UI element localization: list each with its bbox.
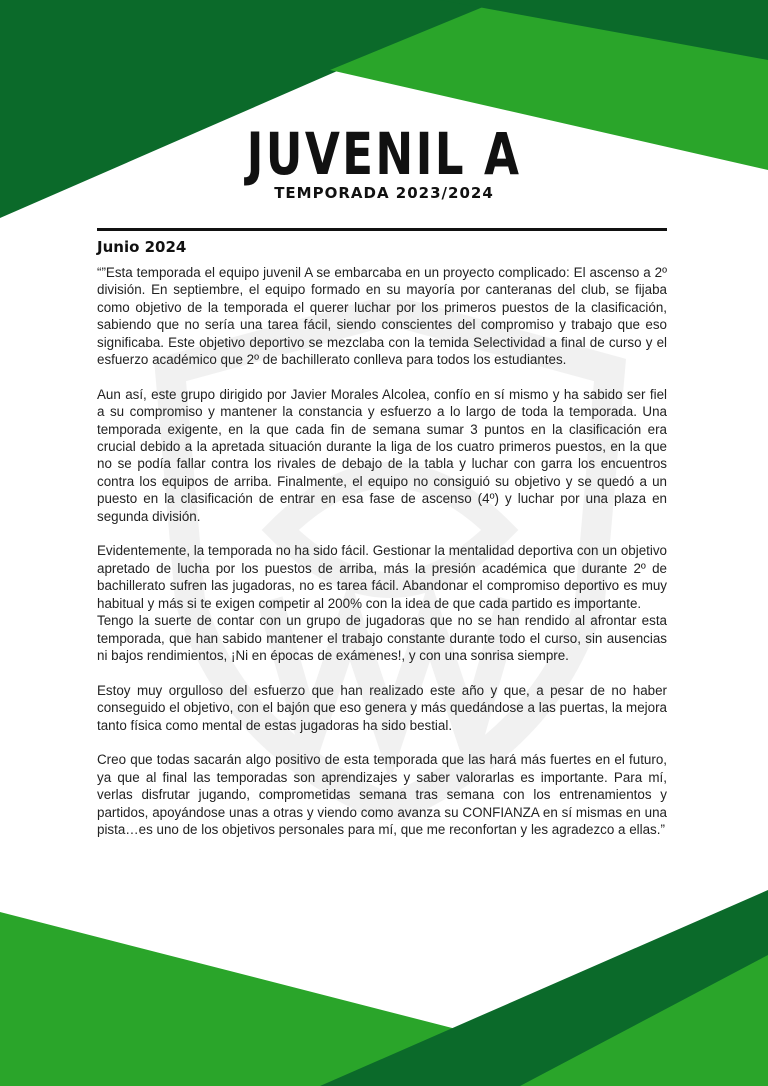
page-subtitle: TEMPORADA 2023/2024 (274, 184, 494, 202)
title-divider (97, 228, 667, 231)
page-title: JUVENIL A (246, 120, 522, 188)
paragraph: Evidentemente, la temporada no ha sido fácil. Gestionar la mentalidad deportiva con un objetivo apretado de lucha por los puestos de arriba, más la presión académica que durante 2º de bachillerato sufren las jugadoras, no es tarea fácil. Abandonar el compromiso deportivo es muy habitual y más si te exigen competir al 200% con la idea de que cada partido es importante. (97, 543, 667, 611)
paragraph: Creo que todas sacarán algo positivo de esta temporada que las hará más fuertes en el futuro, ya que al final las temporadas son aprendizajes y saber valorarlas es importante. Para mí, verlas disfrutar jugando, comprometidas semana tras semana con los entrenamientos y partidos, apoyándose unas a otras y viendo como avanza su CONFIANZA en sí mismas en una pista…es uno de los objetivos personales para mí, que me reconfortan y les agradezco a ellas.” (97, 752, 667, 837)
paragraph: “”Esta temporada el equipo juvenil A se embarcaba en un proyecto complicado: El ascenso a 2º división. En septiembre, el equipo formado en su mayoría por canteranas del club, se fijaba como objetivo de la temporada el querer luchar por los primeros puestos de la clasificación, sabiendo que no sería una tarea fácil, siendo conscientes del compromiso y trabajo que eso significaba. Este objetivo deportivo se mezclaba con la temida Selectividad a final de curso y el esfuerzo académico que 2º de bachillerato conlleva para todos los estudiantes. (97, 265, 667, 368)
letter-body (97, 264, 667, 856)
date-heading: Junio 2024 (97, 238, 187, 256)
paragraph: Aun así, este grupo dirigido por Javier Morales Alcolea, confío en sí mismo y ha sabido ser fiel a su compromiso y mantener la constancia y esfuerzo a lo largo de toda la temporada. Una temporada exigente, en la que cada fin de semana sumar 3 puntos en la clasificación era crucial debido a la apretada situación durante la liga de los cuatro primeros puestos, en la que no se podía fallar contra los rivales de debajo de la tabla y luchar con garra los encuentros contra los equipos de arriba. Finalmente, el equipo no consiguió su objetivo y se quedó a un puesto en la clasificación de entrar en esa fase de ascenso (4º) y luchar por una plaza en segunda división. (97, 386, 667, 524)
paragraph: Estoy muy orgulloso del esfuerzo que han realizado este año y que, a pesar de no haber conseguido el objetivo, con el bajón que eso genera y más quedándose a las puertas, la mejora tanto física como mental de estas jugadoras ha sido bestial. (97, 682, 667, 733)
paragraph: Tengo la suerte de contar con un grupo de jugadoras que no se han rendido al afrontar esta temporada, que han sabido mantener el trabajo constante durante todo el curso, sin ausencias ni bajos rendimientos, ¡Ni en épocas de exámenes!, y con una sonrisa siempre. (97, 613, 667, 663)
